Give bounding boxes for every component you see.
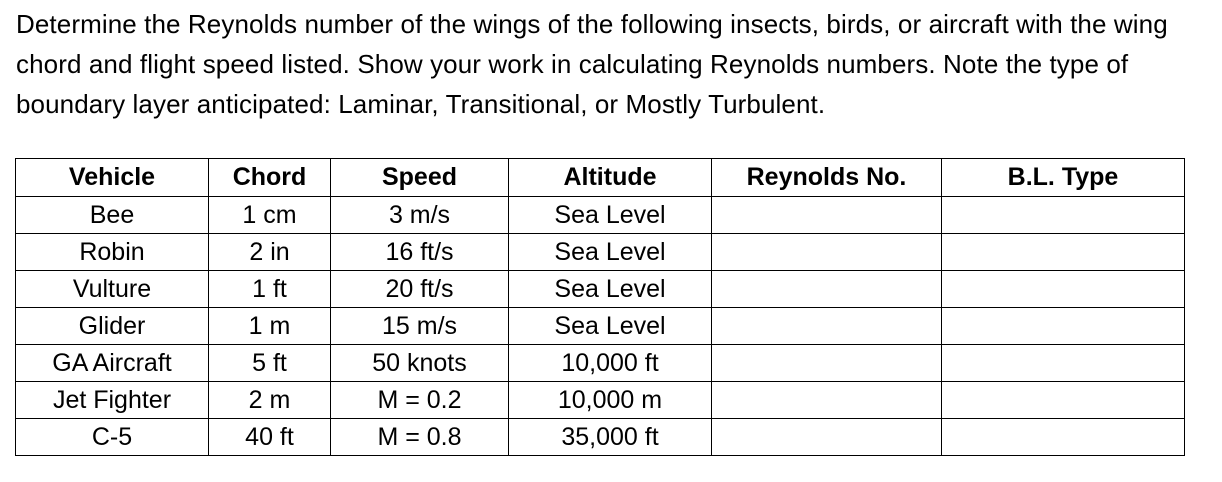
- cell-reynolds[interactable]: [712, 419, 942, 456]
- cell-vehicle: Vulture: [16, 271, 209, 308]
- table-row: [16, 234, 1185, 271]
- cell-altitude: 35,000 ft: [509, 419, 712, 456]
- cell-bl-type[interactable]: [942, 271, 1185, 308]
- table-row: [16, 419, 1185, 456]
- problem-prompt: Determine the Reynolds number of the wings of the following insects, birds, or aircraft with the wing chord and flight speed listed. Show your work in calculating Reynolds numbers. Note the type of boundary layer anticipated: Laminar, Transitional, or Mostly Turbulent.: [16, 9, 1168, 119]
- cell-vehicle: Robin: [16, 234, 209, 271]
- cell-reynolds[interactable]: [712, 382, 942, 419]
- cell-bl-type[interactable]: [942, 308, 1185, 345]
- cell-speed: 16 ft/s: [331, 234, 509, 271]
- cell-reynolds[interactable]: [712, 197, 942, 234]
- cell-reynolds[interactable]: [712, 345, 942, 382]
- cell-reynolds[interactable]: [712, 234, 942, 271]
- cell-speed: 50 knots: [331, 345, 509, 382]
- cell-speed: 3 m/s: [331, 197, 509, 234]
- cell-vehicle: Jet Fighter: [16, 382, 209, 419]
- cell-bl-type[interactable]: [942, 382, 1185, 419]
- cell-altitude: 10,000 m: [509, 382, 712, 419]
- cell-chord: 40 ft: [209, 419, 331, 456]
- cell-bl-type[interactable]: [942, 419, 1185, 456]
- header-bl-type: B.L. Type: [942, 159, 1185, 197]
- header-chord: Chord: [209, 159, 331, 197]
- cell-chord: 1 ft: [209, 271, 331, 308]
- cell-chord: 1 cm: [209, 197, 331, 234]
- cell-altitude: Sea Level: [509, 308, 712, 345]
- cell-vehicle: Bee: [16, 197, 209, 234]
- cell-bl-type[interactable]: [942, 234, 1185, 271]
- cell-reynolds[interactable]: [712, 308, 942, 345]
- table-row: [16, 382, 1185, 419]
- table-row: [16, 308, 1185, 345]
- cell-chord: 2 m: [209, 382, 331, 419]
- header-reynolds: Reynolds No.: [712, 159, 942, 197]
- header-row: [16, 159, 1185, 197]
- cell-bl-type[interactable]: [942, 197, 1185, 234]
- reynolds-table: [15, 158, 1185, 456]
- cell-chord: 1 m: [209, 308, 331, 345]
- header-altitude: Altitude: [509, 159, 712, 197]
- cell-altitude: Sea Level: [509, 197, 712, 234]
- cell-chord: 5 ft: [209, 345, 331, 382]
- cell-speed: M = 0.8: [331, 419, 509, 456]
- cell-speed: M = 0.2: [331, 382, 509, 419]
- header-speed: Speed: [331, 159, 509, 197]
- cell-speed: 15 m/s: [331, 308, 509, 345]
- cell-altitude: 10,000 ft: [509, 345, 712, 382]
- table-row: [16, 197, 1185, 234]
- table-row: [16, 345, 1185, 382]
- cell-chord: 2 in: [209, 234, 331, 271]
- cell-vehicle: Glider: [16, 308, 209, 345]
- table-row: [16, 271, 1185, 308]
- header-vehicle: Vehicle: [16, 159, 209, 197]
- cell-speed: 20 ft/s: [331, 271, 509, 308]
- cell-altitude: Sea Level: [509, 271, 712, 308]
- cell-altitude: Sea Level: [509, 234, 712, 271]
- cell-vehicle: GA Aircraft: [16, 345, 209, 382]
- cell-bl-type[interactable]: [942, 345, 1185, 382]
- cell-vehicle: C-5: [16, 419, 209, 456]
- cell-reynolds[interactable]: [712, 271, 942, 308]
